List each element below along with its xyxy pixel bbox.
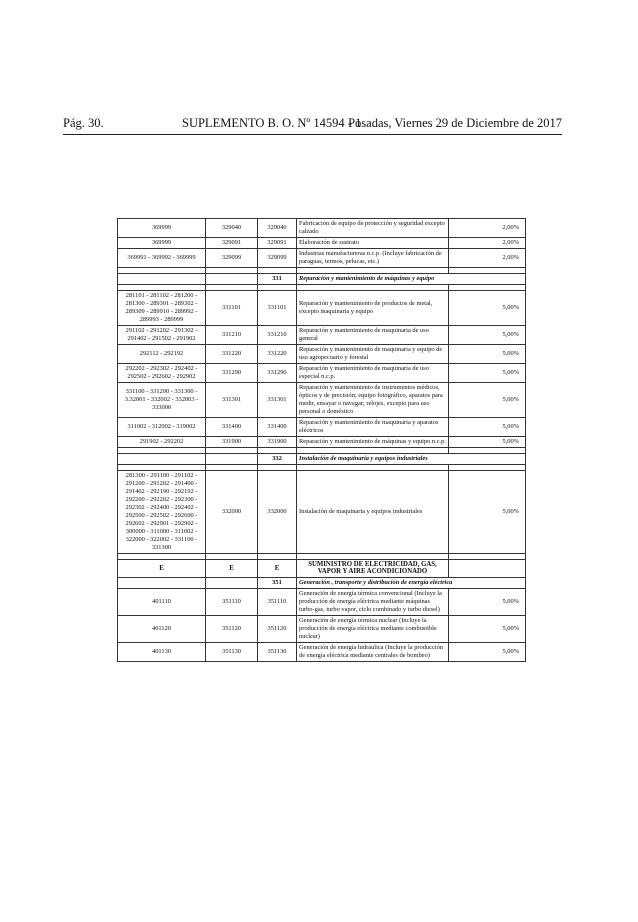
rate-percent: 5,00%: [449, 437, 526, 448]
activity-description: Reparación y mantenimiento de maquinaria y aparatos eléctricos: [297, 418, 449, 437]
code-old: 291902 - 292202: [118, 437, 206, 448]
rate-percent: 2,00%: [449, 249, 526, 268]
empty-cell: [449, 560, 526, 578]
table-row: [118, 364, 526, 383]
code-new: 351130: [206, 642, 258, 661]
page-number: Pág. 30.: [63, 116, 104, 130]
code-naes: 329040: [258, 219, 297, 238]
code-old: 292112 - 292192: [118, 345, 206, 364]
activity-description: Generación de energía térmica nuclear (Incluye la producción de energía eléctrica mediante combustible nuclear): [297, 615, 449, 642]
table-row: [118, 238, 526, 249]
code-old: 281300 - 291100 - 291102 - 291200 - 291202 - 291400 - 291402 - 292190 - 292192 - 292200 - 292202 - 292300 - 292302 - 292400 - 292402 - 292500 - 292502 - 292600 - 292602 - 292901 - 292902 - 300000 - 311000 - 311002 - 322000 - 322002 - 331100 - 331300: [118, 471, 206, 554]
table-row: [118, 249, 526, 268]
empty-cell: [206, 454, 258, 465]
code-new: 331900: [206, 437, 258, 448]
code-old: 281101 - 281102 - 281200 - 281300 - 289301 - 289302 - 289309 - 289910 - 289992 - 289993 - 289999: [118, 291, 206, 326]
rate-percent: 2,00%: [449, 238, 526, 249]
rate-percent: 5,00%: [449, 364, 526, 383]
category-code-1: E: [118, 560, 206, 578]
code-old: 401110: [118, 588, 206, 615]
activity-description: Reparación y mantenimiento de maquinaria de uso especial n.c.p.: [297, 364, 449, 383]
section-code: 351: [258, 577, 297, 588]
code-naes: 331900: [258, 437, 297, 448]
code-new: 332000: [206, 471, 258, 554]
table-row: [118, 615, 526, 642]
code-new: 329099: [206, 249, 258, 268]
code-naes: 351120: [258, 615, 297, 642]
table-row: [118, 326, 526, 345]
code-new: 331101: [206, 291, 258, 326]
code-naes: 331220: [258, 345, 297, 364]
code-naes: 351130: [258, 642, 297, 661]
activity-description: Reparación y mantenimiento de productos de metal, excepto maquinaria y equipo: [297, 291, 449, 326]
section-title: Instalación de maquinaria y equipos industriales: [297, 454, 526, 465]
table-body: [118, 219, 526, 662]
empty-cell: [206, 274, 258, 285]
code-old: 401130: [118, 642, 206, 661]
code-old: 311002 - 312002 - 319002: [118, 418, 206, 437]
rate-percent: 5,00%: [449, 418, 526, 437]
page-header: [0, 116, 638, 132]
empty-cell: [118, 577, 206, 588]
activity-table: [117, 218, 526, 662]
code-naes: 351110: [258, 588, 297, 615]
table-row: [118, 642, 526, 661]
activity-description: Generación de energía hidráulica (Incluye la producción de energía eléctrica mediante centrales de bombeo): [297, 642, 449, 661]
rate-percent: 5,00%: [449, 291, 526, 326]
activity-description: Reparación y mantenimiento de maquinaria y equipo de uso agropecuario y forestal: [297, 345, 449, 364]
rate-percent: 5,00%: [449, 642, 526, 661]
activity-description: Reparación y mantenimiento de instrumentos médicos, ópticos y de precisión; equipo fotográfico, aparatos para medir, ensayar o navegar; relojes, excepto para uso personal o doméstico: [297, 383, 449, 418]
code-naes: 331210: [258, 326, 297, 345]
code-new: 329091: [206, 238, 258, 249]
activity-description: Industrias manufactureras n.c.p. (Incluye fabricación de paraguas, termos, pelucas, etc.): [297, 249, 449, 268]
category-row: [118, 560, 526, 578]
section-row: [118, 577, 526, 588]
header-rule: [63, 134, 562, 135]
section-title: Reparación y mantenimiento de máquinas y equipo: [297, 274, 526, 285]
table-row: [118, 383, 526, 418]
rate-percent: 5,00%: [449, 588, 526, 615]
code-new: 331210: [206, 326, 258, 345]
code-new: 331290: [206, 364, 258, 383]
code-naes: 331301: [258, 383, 297, 418]
category-code-2: E: [206, 560, 258, 578]
code-old: 331100 - 331200 - 331300 - 3.32001 - 332002 - 332003 - 333000: [118, 383, 206, 418]
rate-percent: 5,00%: [449, 471, 526, 554]
section-row: [118, 274, 526, 285]
code-new: 329040: [206, 219, 258, 238]
code-new: 351120: [206, 615, 258, 642]
code-old: 369991 - 369992 - 369999: [118, 249, 206, 268]
empty-cell: [118, 454, 206, 465]
table-row: [118, 437, 526, 448]
empty-cell: [206, 577, 258, 588]
code-old: 401120: [118, 615, 206, 642]
table-row: [118, 588, 526, 615]
table-row: [118, 418, 526, 437]
code-naes: 331101: [258, 291, 297, 326]
code-old: 369999: [118, 219, 206, 238]
category-title: SUMINISTRO DE ELECTRICIDAD, GAS, VAPOR Y AIRE ACONDICIONADO: [297, 560, 449, 578]
table-row: [118, 471, 526, 554]
table-row: [118, 219, 526, 238]
code-naes: 329091: [258, 238, 297, 249]
section-code: 332: [258, 454, 297, 465]
activity-description: Instalación de maquinaria y equipos industriales: [297, 471, 449, 554]
section-code: 331: [258, 274, 297, 285]
activity-description: Fabricación de equipo de protección y seguridad excepto calzado: [297, 219, 449, 238]
section-title: Generación , transporte y distribución de energía eléctrica: [297, 577, 526, 588]
code-naes: 331290: [258, 364, 297, 383]
code-naes: 331400: [258, 418, 297, 437]
table-row: [118, 291, 526, 326]
code-new: 331301: [206, 383, 258, 418]
rate-percent: 5,00%: [449, 345, 526, 364]
rate-percent: 5,00%: [449, 615, 526, 642]
section-row: [118, 454, 526, 465]
activity-description: Reparación y mantenimiento de maquinaria de uso general: [297, 326, 449, 345]
table-row: [118, 345, 526, 364]
code-old: 291102 - 291202 - 291302 - 291402 - 291502 - 291902: [118, 326, 206, 345]
code-new: 331220: [206, 345, 258, 364]
code-old: 369999: [118, 238, 206, 249]
rate-percent: 5,00%: [449, 383, 526, 418]
code-new: 351110: [206, 588, 258, 615]
activity-description: Reparación y mantenimiento de máquinas y equipo n.c.p.: [297, 437, 449, 448]
empty-cell: [118, 274, 206, 285]
publication-title: SUPLEMENTO B. O. Nº 14594 - 1: [182, 116, 362, 130]
code-new: 331400: [206, 418, 258, 437]
rate-percent: 5,00%: [449, 326, 526, 345]
code-naes: 329099: [258, 249, 297, 268]
rate-percent: 2,00%: [449, 219, 526, 238]
activity-description: Generación de energía térmica convencional (Incluye la producción de energía eléctrica mediante máquinas turbo-gas, turbo vapor, ciclo combinado y turbo diesel): [297, 588, 449, 615]
activity-description: Elaboración de sustrato: [297, 238, 449, 249]
place-date: Posadas, Viernes 29 de Diciembre de 2017: [348, 116, 562, 130]
code-naes: 332000: [258, 471, 297, 554]
category-code-3: E: [258, 560, 297, 578]
code-old: 292202 - 292302 - 292402 - 292502 - 292602 - 292902: [118, 364, 206, 383]
